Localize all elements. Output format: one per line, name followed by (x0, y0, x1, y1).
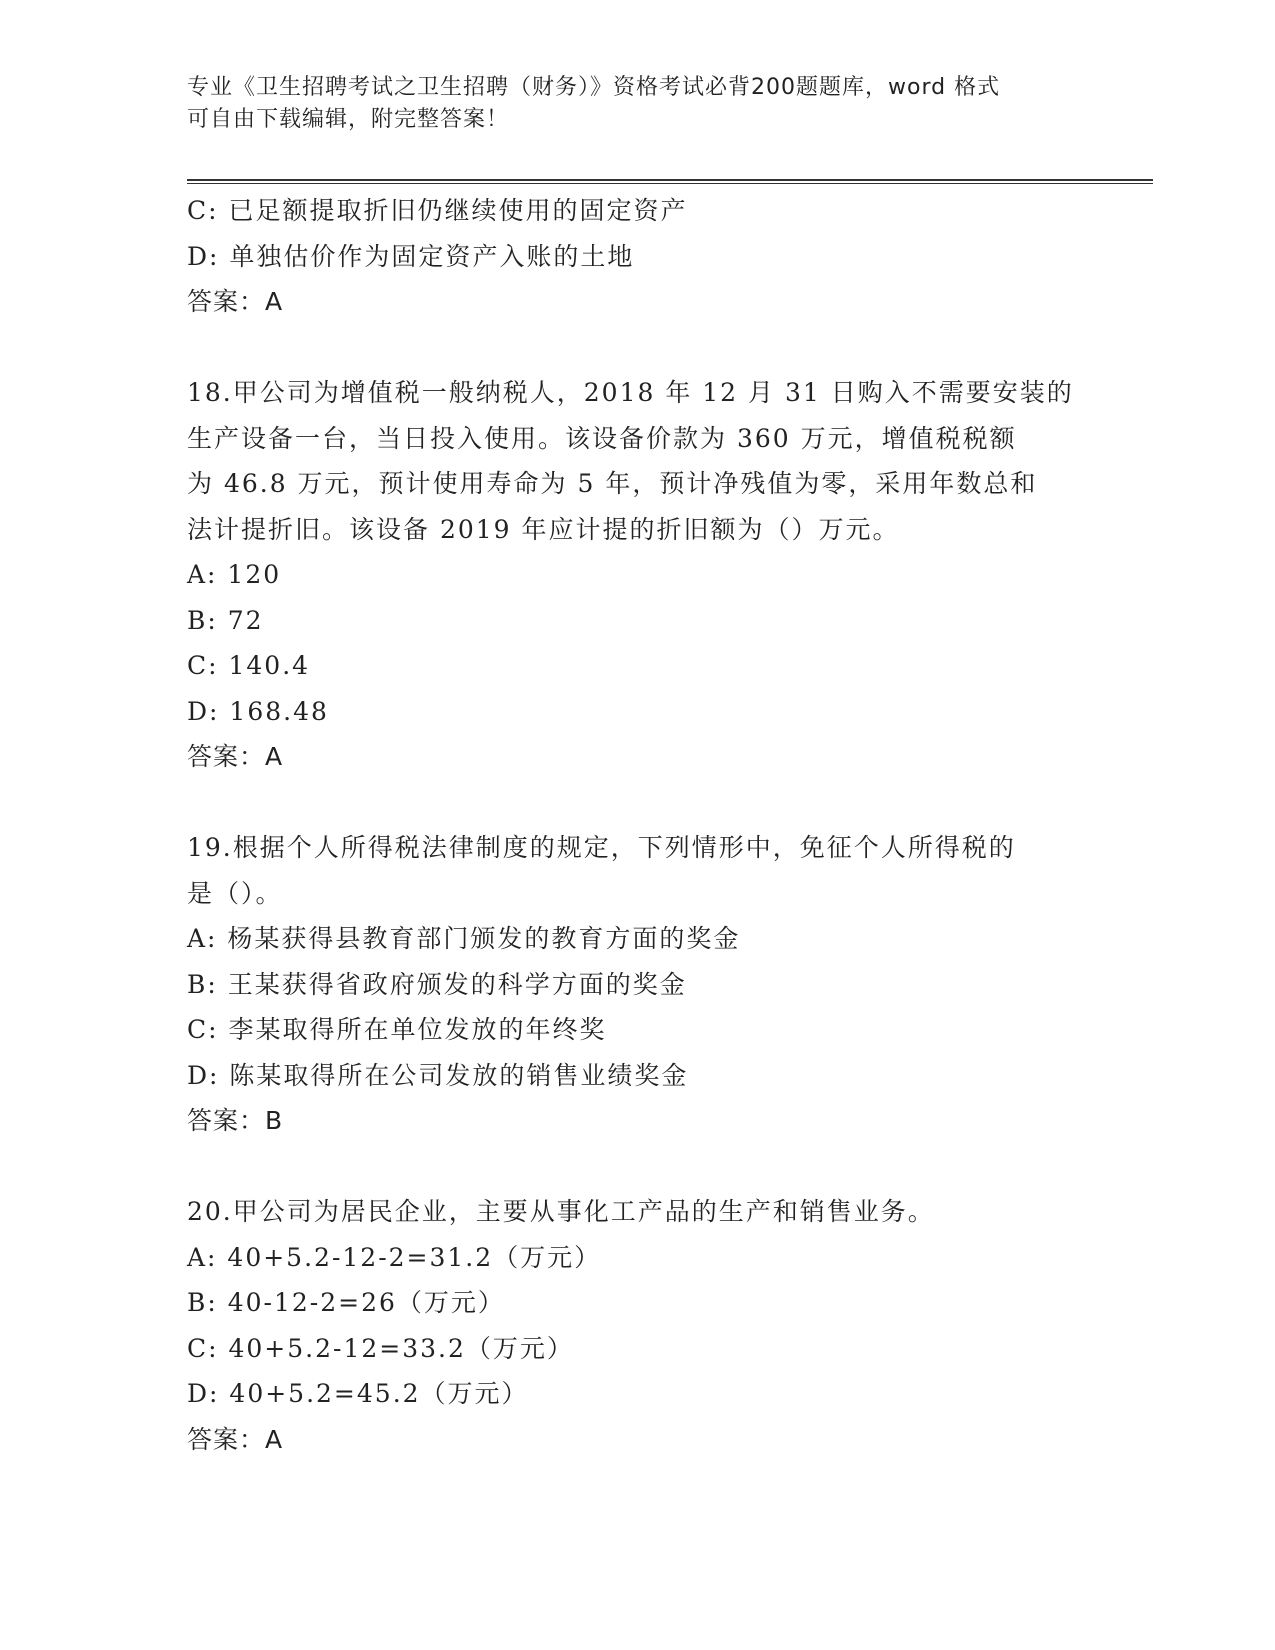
question-stem-line: 20.甲公司为居民企业，主要从事化工产品的生产和销售业务。 (187, 1197, 935, 1226)
document-header (187, 72, 1087, 136)
option-c: C: 140.4 (187, 651, 311, 680)
spacer (187, 325, 1087, 371)
option-a: A: 120 (187, 560, 282, 589)
question-list (187, 188, 1087, 1462)
answer: 答案：A (187, 742, 284, 771)
question-stem-line: 为 46.8 万元，预计使用寿命为 5 年，预计净残值为零，采用年数总和 (187, 469, 1038, 498)
option-b: B: 王某获得省政府颁发的科学方面的奖金 (187, 969, 687, 999)
option-c: C: 40+5.2-12=33.2（万元） (187, 1333, 574, 1363)
answer: 答案：B (187, 1106, 284, 1135)
spacer (187, 1144, 1087, 1190)
question-stem-line: 19.根据个人所得税法律制度的规定，下列情形中，免征个人所得税的 (187, 833, 1016, 862)
option-b: B: 72 (187, 605, 264, 635)
option-d: D: 168.48 (187, 696, 329, 726)
answer: 答案：A (187, 287, 284, 316)
option-b: B: 40-12-2=26（万元） (187, 1288, 505, 1317)
question-stem-line: 生产设备一台，当日投入使用。该设备价款为 360 万元，增值税税额 (187, 423, 1017, 453)
option-d: D: 陈某取得所在公司发放的销售业绩奖金 (187, 1060, 689, 1090)
spacer (187, 780, 1087, 826)
answer: 答案：A (187, 1424, 284, 1454)
question-stem-line: 18.甲公司为增值税一般纳税人，2018 年 12 月 31 日购入不需要安装的 (187, 378, 1074, 407)
option-a: A: 40+5.2-12-2=31.2（万元） (187, 1242, 602, 1272)
option-c: C: 李某取得所在单位发放的年终奖 (187, 1015, 607, 1044)
question-stem-line: 是（）。 (187, 878, 283, 908)
question-20 (187, 1189, 1087, 1462)
header-line-1: 专业《卫生招聘考试之卫生招聘（财务）》资格考试必背200题题库，word 格式 (187, 75, 1001, 100)
option-d: D: 40+5.2=45.2（万元） (187, 1379, 529, 1408)
option-a: A: 杨某获得县教育部门颁发的教育方面的奖金 (187, 924, 741, 953)
header-divider-thick (187, 179, 1153, 181)
option-c: C: 已足额提取折旧仍继续使用的固定资产 (187, 196, 688, 225)
question-18 (187, 370, 1087, 780)
header-line-2: 可自由下载编辑，附完整答案！ (187, 107, 510, 132)
question-19 (187, 825, 1087, 1144)
question-stem-line: 法计提折旧。该设备 2019 年应计提的折旧额为（）万元。 (187, 514, 900, 544)
header-divider-thin (187, 183, 1153, 184)
option-d: D: 单独估价作为固定资产入账的土地 (187, 241, 635, 271)
question-17-remainder (187, 188, 1087, 325)
